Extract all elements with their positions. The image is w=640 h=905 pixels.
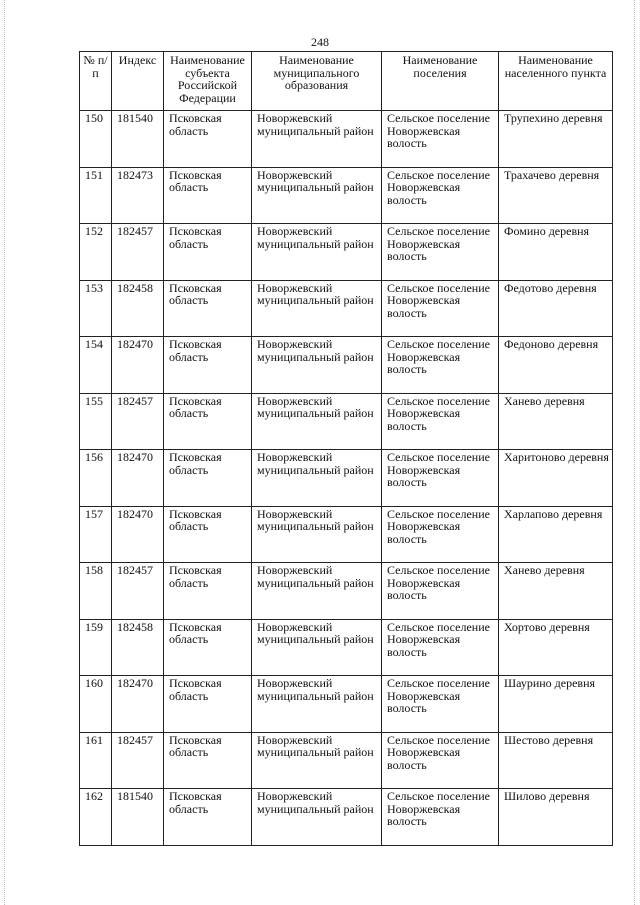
- subject-cell: Псковская область: [164, 619, 252, 676]
- locality-cell: Шаурино деревня: [499, 676, 613, 733]
- subject-cell: Псковская область: [164, 393, 252, 450]
- subject-cell: Псковская область: [164, 337, 252, 394]
- settlement-cell: Сельское поселение Новоржевская волость: [382, 393, 499, 450]
- municipality-cell: Новоржевский муниципальный район: [252, 619, 382, 676]
- locality-cell: Ханево деревня: [499, 563, 613, 620]
- settlement-cell: Сельское поселение Новоржевская волость: [382, 450, 499, 507]
- settlement-cell: Сельское поселение Новоржевская волость: [382, 563, 499, 620]
- settlement-cell: Сельское поселение Новоржевская волость: [382, 224, 499, 281]
- postal-index-cell: 182470: [112, 337, 164, 394]
- locality-cell: Трахачево деревня: [499, 167, 613, 224]
- municipality-cell: Новоржевский муниципальный район: [252, 450, 382, 507]
- postal-index-cell: 182457: [112, 563, 164, 620]
- postal-index-cell: 182458: [112, 619, 164, 676]
- settlement-cell: Сельское поселение Новоржевская волость: [382, 732, 499, 789]
- settlement-cell: Сельское поселение Новоржевская волость: [382, 280, 499, 337]
- table-row: [80, 393, 613, 450]
- postal-index-cell: 182457: [112, 393, 164, 450]
- table-row: [80, 224, 613, 281]
- row-number-cell: 161: [80, 732, 112, 789]
- locality-cell: Ханево деревня: [499, 393, 613, 450]
- table-row: [80, 506, 613, 563]
- postal-index-cell: 182473: [112, 167, 164, 224]
- municipality-cell: Новоржевский муниципальный район: [252, 393, 382, 450]
- table-row: [80, 732, 613, 789]
- table-row: [80, 676, 613, 733]
- table-row: [80, 563, 613, 620]
- locality-cell: Хортово деревня: [499, 619, 613, 676]
- municipality-cell: Новоржевский муниципальный район: [252, 732, 382, 789]
- header-municipality: Наименование муниципального образования: [252, 52, 382, 111]
- header-index: Индекс: [112, 52, 164, 111]
- postal-index-cell: 182457: [112, 224, 164, 281]
- postal-index-cell: 181540: [112, 111, 164, 168]
- municipality-cell: Новоржевский муниципальный район: [252, 789, 382, 846]
- settlement-cell: Сельское поселение Новоржевская волость: [382, 111, 499, 168]
- table-row: [80, 167, 613, 224]
- localities-table: [79, 51, 613, 846]
- subject-cell: Псковская область: [164, 280, 252, 337]
- locality-cell: Шестово деревня: [499, 732, 613, 789]
- subject-cell: Псковская область: [164, 563, 252, 620]
- row-number-cell: 160: [80, 676, 112, 733]
- header-subject: Наименование субъекта Российской Федерации: [164, 52, 252, 111]
- municipality-cell: Новоржевский муниципальный район: [252, 111, 382, 168]
- table-row: [80, 450, 613, 507]
- postal-index-cell: 182457: [112, 732, 164, 789]
- postal-index-cell: 182470: [112, 676, 164, 733]
- row-number-cell: 157: [80, 506, 112, 563]
- header-locality: Наименование населенного пункта: [499, 52, 613, 111]
- table-row: [80, 337, 613, 394]
- subject-cell: Псковская область: [164, 789, 252, 846]
- settlement-cell: Сельское поселение Новоржевская волость: [382, 619, 499, 676]
- municipality-cell: Новоржевский муниципальный район: [252, 676, 382, 733]
- subject-cell: Псковская область: [164, 450, 252, 507]
- postal-index-cell: 182458: [112, 280, 164, 337]
- table-row: [80, 111, 613, 168]
- subject-cell: Псковская область: [164, 167, 252, 224]
- row-number-cell: 156: [80, 450, 112, 507]
- settlement-cell: Сельское поселение Новоржевская волость: [382, 167, 499, 224]
- locality-cell: Шилово деревня: [499, 789, 613, 846]
- settlement-cell: Сельское поселение Новоржевская волость: [382, 789, 499, 846]
- row-number-cell: 152: [80, 224, 112, 281]
- municipality-cell: Новоржевский муниципальный район: [252, 506, 382, 563]
- table-header-row: [80, 52, 613, 111]
- postal-index-cell: 181540: [112, 789, 164, 846]
- page-number: 248: [311, 35, 329, 49]
- municipality-cell: Новоржевский муниципальный район: [252, 337, 382, 394]
- row-number-cell: 158: [80, 563, 112, 620]
- municipality-cell: Новоржевский муниципальный район: [252, 167, 382, 224]
- scan-edge-left: [4, 0, 6, 905]
- subject-cell: Псковская область: [164, 506, 252, 563]
- table-row: [80, 619, 613, 676]
- table-row: [80, 789, 613, 846]
- municipality-cell: Новоржевский муниципальный район: [252, 563, 382, 620]
- locality-cell: Федоново деревня: [499, 337, 613, 394]
- subject-cell: Псковская область: [164, 224, 252, 281]
- table-body: [80, 111, 613, 846]
- row-number-cell: 155: [80, 393, 112, 450]
- header-settlement: Наименование поселения: [382, 52, 499, 111]
- subject-cell: Псковская область: [164, 111, 252, 168]
- header-number: № п/п: [80, 52, 112, 111]
- postal-index-cell: 182470: [112, 506, 164, 563]
- settlement-cell: Сельское поселение Новоржевская волость: [382, 337, 499, 394]
- postal-index-cell: 182470: [112, 450, 164, 507]
- row-number-cell: 153: [80, 280, 112, 337]
- subject-cell: Псковская область: [164, 732, 252, 789]
- settlement-cell: Сельское поселение Новоржевская волость: [382, 506, 499, 563]
- row-number-cell: 154: [80, 337, 112, 394]
- locality-cell: Трупехино деревня: [499, 111, 613, 168]
- locality-cell: Харитоново деревня: [499, 450, 613, 507]
- scan-edge-right: [634, 0, 636, 905]
- row-number-cell: 151: [80, 167, 112, 224]
- municipality-cell: Новоржевский муниципальный район: [252, 280, 382, 337]
- settlement-cell: Сельское поселение Новоржевская волость: [382, 676, 499, 733]
- locality-cell: Харлапово деревня: [499, 506, 613, 563]
- table-row: [80, 280, 613, 337]
- row-number-cell: 150: [80, 111, 112, 168]
- locality-cell: Фомино деревня: [499, 224, 613, 281]
- locality-cell: Федотово деревня: [499, 280, 613, 337]
- municipality-cell: Новоржевский муниципальный район: [252, 224, 382, 281]
- row-number-cell: 159: [80, 619, 112, 676]
- subject-cell: Псковская область: [164, 676, 252, 733]
- row-number-cell: 162: [80, 789, 112, 846]
